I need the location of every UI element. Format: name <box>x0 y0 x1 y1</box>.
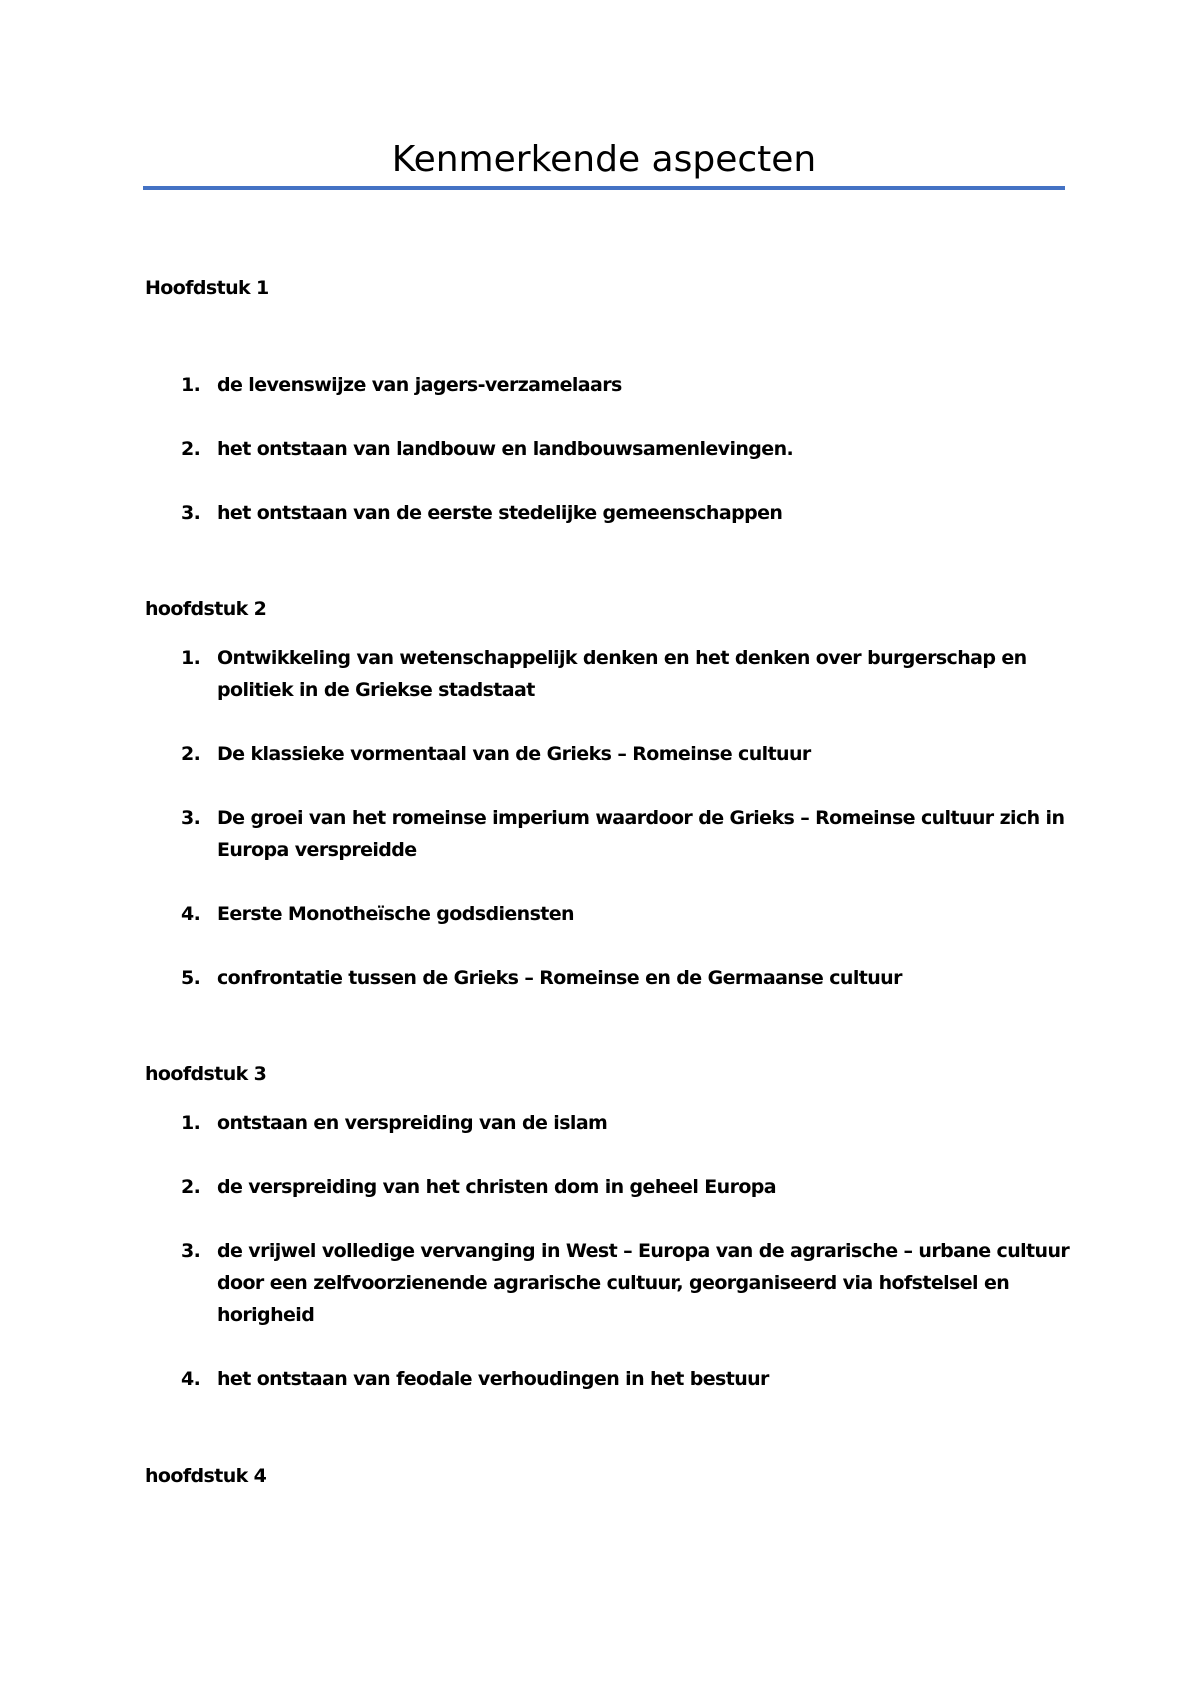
list-item-number: 2. <box>181 743 201 765</box>
list-item-text: Ontwikkeling van wetenschappelijk denken en het denken over burgerschap en politiek in de Griekse stadstaat <box>217 647 1027 701</box>
list-item-number: 2. <box>181 438 201 460</box>
list-item <box>181 738 1071 770</box>
list-item-number: 1. <box>181 1112 201 1134</box>
list-item-number: 5. <box>181 967 201 989</box>
list-item-text: confrontatie tussen de Grieks – Romeinse en de Germaanse cultuur <box>217 967 902 989</box>
list-item <box>181 642 1071 706</box>
chapter-heading: hoofdstuk 4 <box>145 1465 267 1487</box>
list-item-text: Eerste Monotheïsche godsdiensten <box>217 903 574 925</box>
title-underline <box>143 186 1065 190</box>
list-item <box>181 1235 1071 1331</box>
list-item <box>181 433 1071 465</box>
list-item-text: ontstaan en verspreiding van de islam <box>217 1112 608 1134</box>
list-item <box>181 802 1071 866</box>
chapter-heading: Hoofdstuk 1 <box>145 277 269 299</box>
list-item-text: de vrijwel volledige vervanging in West – Europa van de agrarische – urbane cultuur door een zelfvoorzienende agrarische cultuur, georganiseerd via hofstelsel en horigheid <box>217 1240 1070 1326</box>
list-item-number: 3. <box>181 1240 201 1262</box>
list-item-text: de levenswijze van jagers-verzamelaars <box>217 374 622 396</box>
chapter-heading: hoofdstuk 2 <box>145 598 267 620</box>
page-title: Kenmerkende aspecten <box>391 139 817 180</box>
list-item-text: De groei van het romeinse imperium waardoor de Grieks – Romeinse cultuur zich in Europa verspreidde <box>217 807 1065 861</box>
list-item-text: het ontstaan van de eerste stedelijke gemeenschappen <box>217 502 783 524</box>
list-item-text: het ontstaan van landbouw en landbouwsamenlevingen. <box>217 438 794 460</box>
list-item-text: het ontstaan van feodale verhoudingen in het bestuur <box>217 1368 769 1390</box>
list-item-number: 4. <box>181 903 201 925</box>
title-block <box>143 138 1065 190</box>
list-item <box>181 962 1071 994</box>
list-item-number: 3. <box>181 502 201 524</box>
list-item-number: 3. <box>181 807 201 829</box>
chapter-heading: hoofdstuk 3 <box>145 1063 267 1085</box>
list-item-number: 2. <box>181 1176 201 1198</box>
list-item <box>181 898 1071 930</box>
list-item <box>181 497 1071 529</box>
list-item-text: De klassieke vormentaal van de Grieks – Romeinse cultuur <box>217 743 811 765</box>
list-item <box>181 1363 1071 1395</box>
list-item <box>181 1171 1071 1203</box>
list-item-number: 1. <box>181 647 201 669</box>
list-item-number: 1. <box>181 374 201 396</box>
list-item <box>181 1107 1071 1139</box>
list-item-text: de verspreiding van het christen dom in geheel Europa <box>217 1176 777 1198</box>
list-item <box>181 369 1071 401</box>
list-item-number: 4. <box>181 1368 201 1390</box>
